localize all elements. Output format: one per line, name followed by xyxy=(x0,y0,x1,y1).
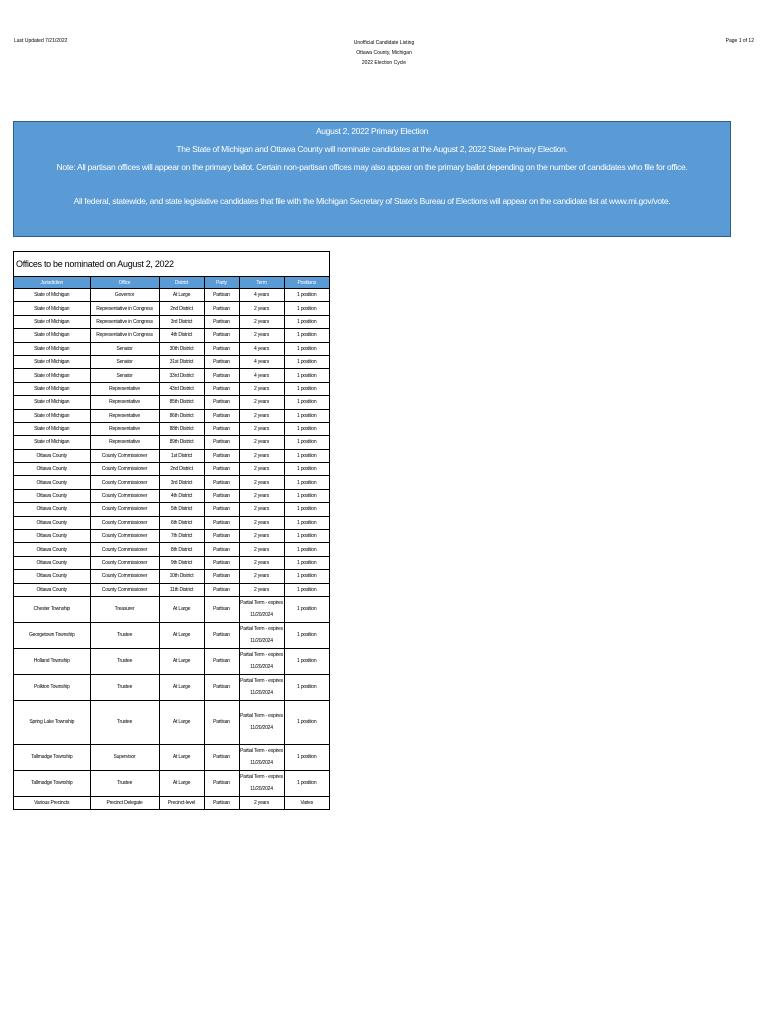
column-header-office: Office xyxy=(90,277,159,289)
table-row xyxy=(14,409,329,422)
cell-party: Partisan xyxy=(204,516,239,529)
cell-office: Senator xyxy=(90,342,159,355)
cell-party: Partisan xyxy=(204,674,239,700)
cell-district: 10th District xyxy=(159,570,204,583)
cell-positions: 1 position xyxy=(284,302,329,315)
table-row xyxy=(14,449,329,462)
table-row xyxy=(14,796,329,809)
cell-jurisdiction: Spring Lake Township xyxy=(14,700,90,744)
cell-term: 2 years xyxy=(239,583,284,596)
table-row xyxy=(14,583,329,596)
cell-district: At Large xyxy=(159,674,204,700)
cell-office: County Commissioner xyxy=(90,570,159,583)
cell-jurisdiction: Ottawa County xyxy=(14,543,90,556)
cell-party: Partisan xyxy=(204,570,239,583)
cell-positions: 1 position xyxy=(284,596,329,622)
cell-positions: 1 position xyxy=(284,503,329,516)
cell-office: Representative xyxy=(90,422,159,435)
cell-positions: 1 position xyxy=(284,355,329,368)
cell-jurisdiction: State of Michigan xyxy=(14,436,90,449)
cell-party: Partisan xyxy=(204,503,239,516)
cell-party: Partisan xyxy=(204,700,239,744)
cell-jurisdiction: State of Michigan xyxy=(14,329,90,342)
cell-office: County Commissioner xyxy=(90,583,159,596)
offices-table-panel xyxy=(13,251,330,810)
cell-party: Partisan xyxy=(204,422,239,435)
cell-term: 2 years xyxy=(239,556,284,569)
cell-positions: 1 position xyxy=(284,744,329,770)
cell-positions: 1 position xyxy=(284,543,329,556)
cell-party: Partisan xyxy=(204,436,239,449)
cell-office: Representative in Congress xyxy=(90,315,159,328)
cell-positions: 1 position xyxy=(284,436,329,449)
cell-jurisdiction: Ottawa County xyxy=(14,516,90,529)
cell-jurisdiction: Ottawa County xyxy=(14,449,90,462)
cell-party: Partisan xyxy=(204,530,239,543)
last-updated: Last Updated 7/21/2022 xyxy=(14,38,68,44)
table-row xyxy=(14,648,329,674)
cell-positions: Varies xyxy=(284,796,329,809)
cell-district: 85th District xyxy=(159,396,204,409)
cell-district: 2nd District xyxy=(159,302,204,315)
cell-office: County Commissioner xyxy=(90,543,159,556)
cell-district: 43rd District xyxy=(159,382,204,395)
cell-party: Partisan xyxy=(204,302,239,315)
cell-party: Partisan xyxy=(204,329,239,342)
cell-positions: 1 position xyxy=(284,409,329,422)
cell-jurisdiction: Polkton Township xyxy=(14,674,90,700)
cell-term: 4 years xyxy=(239,369,284,382)
cell-term: 2 years xyxy=(239,543,284,556)
cell-party: Partisan xyxy=(204,409,239,422)
cell-positions: 1 position xyxy=(284,489,329,502)
cell-jurisdiction: Ottawa County xyxy=(14,463,90,476)
cell-party: Partisan xyxy=(204,315,239,328)
cell-jurisdiction: State of Michigan xyxy=(14,369,90,382)
table-row xyxy=(14,289,329,302)
cell-party: Partisan xyxy=(204,382,239,395)
column-header-district: District xyxy=(159,277,204,289)
cell-office: Representative xyxy=(90,396,159,409)
column-header-positions: Positions xyxy=(284,277,329,289)
table-body xyxy=(14,289,329,810)
cell-term: Partial Term - expires 11/20/2024 xyxy=(239,622,284,648)
cell-positions: 1 position xyxy=(284,648,329,674)
cell-office: Supervisor xyxy=(90,744,159,770)
cell-term: 2 years xyxy=(239,396,284,409)
cell-party: Partisan xyxy=(204,583,239,596)
header-county: Ottawa County, Michigan xyxy=(356,50,412,56)
cell-district: 86th District xyxy=(159,409,204,422)
cell-term: 2 years xyxy=(239,516,284,529)
cell-district: 30th District xyxy=(159,342,204,355)
cell-party: Partisan xyxy=(204,342,239,355)
cell-jurisdiction: Tallmadge Township xyxy=(14,744,90,770)
cell-party: Partisan xyxy=(204,744,239,770)
cell-jurisdiction: Ottawa County xyxy=(14,530,90,543)
table-row xyxy=(14,700,329,744)
cell-district: 7th District xyxy=(159,530,204,543)
cell-jurisdiction: Ottawa County xyxy=(14,556,90,569)
banner-intro: The State of Michigan and Ottawa County will nominate candidates at the August 2, 2022 State Primary Election. xyxy=(176,144,568,154)
table-row xyxy=(14,622,329,648)
cell-jurisdiction: Georgetown Township xyxy=(14,622,90,648)
cell-term: 2 years xyxy=(239,422,284,435)
table-row xyxy=(14,543,329,556)
table-row xyxy=(14,342,329,355)
cell-term: Partial Term - expires 11/20/2024 xyxy=(239,596,284,622)
cell-district: 8th District xyxy=(159,543,204,556)
cell-jurisdiction: State of Michigan xyxy=(14,382,90,395)
cell-jurisdiction: State of Michigan xyxy=(14,289,90,302)
cell-district: 11th District xyxy=(159,583,204,596)
cell-office: County Commissioner xyxy=(90,516,159,529)
table-row xyxy=(14,463,329,476)
table-row xyxy=(14,382,329,395)
cell-party: Partisan xyxy=(204,489,239,502)
cell-term: 2 years xyxy=(239,503,284,516)
cell-jurisdiction: State of Michigan xyxy=(14,302,90,315)
document-header xyxy=(284,38,484,68)
cell-term: 4 years xyxy=(239,355,284,368)
cell-office: Trustee xyxy=(90,700,159,744)
cell-office: Precinct Delegate xyxy=(90,796,159,809)
cell-positions: 1 position xyxy=(284,382,329,395)
table-row xyxy=(14,516,329,529)
cell-district: 3rd District xyxy=(159,476,204,489)
cell-positions: 1 position xyxy=(284,396,329,409)
cell-district: At Large xyxy=(159,648,204,674)
cell-district: At Large xyxy=(159,744,204,770)
cell-jurisdiction: State of Michigan xyxy=(14,315,90,328)
cell-district: 33rd District xyxy=(159,369,204,382)
cell-party: Partisan xyxy=(204,396,239,409)
cell-positions: 1 position xyxy=(284,556,329,569)
cell-term: 2 years xyxy=(239,409,284,422)
cell-positions: 1 position xyxy=(284,530,329,543)
table-row xyxy=(14,770,329,796)
header-title: Unofficial Candidate Listing xyxy=(353,40,415,46)
cell-term: 2 years xyxy=(239,449,284,462)
cell-office: Representative xyxy=(90,382,159,395)
table-row xyxy=(14,396,329,409)
cell-office: County Commissioner xyxy=(90,489,159,502)
cell-party: Partisan xyxy=(204,463,239,476)
cell-district: 6th District xyxy=(159,516,204,529)
cell-district: 3rd District xyxy=(159,315,204,328)
cell-office: Trustee xyxy=(90,674,159,700)
cell-term: 4 years xyxy=(239,289,284,302)
cell-term: 2 years xyxy=(239,315,284,328)
table-row xyxy=(14,369,329,382)
cell-jurisdiction: Ottawa County xyxy=(14,570,90,583)
cell-term: Partial Term - expires 11/20/2024 xyxy=(239,744,284,770)
cell-party: Partisan xyxy=(204,556,239,569)
cell-positions: 1 position xyxy=(284,329,329,342)
banner-title: August 2, 2022 Primary Election xyxy=(315,126,429,136)
cell-jurisdiction: Tallmadge Township xyxy=(14,770,90,796)
cell-jurisdiction: Ottawa County xyxy=(14,489,90,502)
cell-office: Governor xyxy=(90,289,159,302)
cell-district: 4th District xyxy=(159,489,204,502)
cell-positions: 1 position xyxy=(284,449,329,462)
table-row xyxy=(14,570,329,583)
cell-district: 89th District xyxy=(159,436,204,449)
cell-district: 5th District xyxy=(159,503,204,516)
cell-positions: 1 position xyxy=(284,315,329,328)
cell-positions: 1 position xyxy=(284,422,329,435)
cell-jurisdiction: State of Michigan xyxy=(14,409,90,422)
cell-positions: 1 position xyxy=(284,622,329,648)
cell-office: County Commissioner xyxy=(90,476,159,489)
cell-term: 2 years xyxy=(239,382,284,395)
cell-party: Partisan xyxy=(204,289,239,302)
cell-jurisdiction: State of Michigan xyxy=(14,396,90,409)
table-row xyxy=(14,476,329,489)
table-title: Offices to be nominated on August 2, 2022 xyxy=(14,252,329,277)
cell-term: Partial Term - expires 11/20/2024 xyxy=(239,770,284,796)
cell-jurisdiction: State of Michigan xyxy=(14,355,90,368)
cell-term: Partial Term - expires 11/20/2024 xyxy=(239,674,284,700)
table-row xyxy=(14,436,329,449)
cell-office: Representative in Congress xyxy=(90,302,159,315)
cell-term: 4 years xyxy=(239,342,284,355)
cell-office: County Commissioner xyxy=(90,503,159,516)
cell-term: 2 years xyxy=(239,570,284,583)
cell-positions: 1 position xyxy=(284,369,329,382)
cell-term: 2 years xyxy=(239,476,284,489)
banner-note: Note: All partisan offices will appear on the primary ballot. Certain non-partisan offices may also appear on the primary ballot depending on the number of candidates who file for office. xyxy=(56,162,688,172)
page-number: Page 1 of 12 xyxy=(725,38,754,44)
cell-term: Partial Term - expires 11/20/2024 xyxy=(239,648,284,674)
cell-term: 2 years xyxy=(239,436,284,449)
cell-term: 2 years xyxy=(239,329,284,342)
cell-jurisdiction: Chester Township xyxy=(14,596,90,622)
cell-term: Partial Term - expires 11/20/2024 xyxy=(239,700,284,744)
cell-office: Senator xyxy=(90,369,159,382)
header-cycle: 2022 Election Cycle xyxy=(361,60,407,66)
table-row xyxy=(14,302,329,315)
cell-positions: 1 position xyxy=(284,516,329,529)
cell-office: Senator xyxy=(90,355,159,368)
cell-district: 88th District xyxy=(159,422,204,435)
cell-term: 2 years xyxy=(239,463,284,476)
column-header-term: Term xyxy=(239,277,284,289)
cell-district: At Large xyxy=(159,622,204,648)
banner-candidate-list-note: All federal, statewide, and state legislative candidates that file with the Michigan Secretary of State's Bureau of Elections will appear on the candidate list at www.mi.gov/vote. xyxy=(73,196,671,206)
table-row xyxy=(14,503,329,516)
cell-office: County Commissioner xyxy=(90,463,159,476)
cell-office: Representative xyxy=(90,409,159,422)
cell-jurisdiction: Holland Township xyxy=(14,648,90,674)
cell-office: Representative in Congress xyxy=(90,329,159,342)
cell-district: 4th District xyxy=(159,329,204,342)
cell-positions: 1 position xyxy=(284,476,329,489)
cell-positions: 1 position xyxy=(284,342,329,355)
cell-jurisdiction: State of Michigan xyxy=(14,422,90,435)
cell-district: 9th District xyxy=(159,556,204,569)
table-row xyxy=(14,315,329,328)
cell-party: Partisan xyxy=(204,648,239,674)
cell-party: Partisan xyxy=(204,796,239,809)
cell-district: 2nd District xyxy=(159,463,204,476)
cell-jurisdiction: Various Precincts xyxy=(14,796,90,809)
cell-jurisdiction: Ottawa County xyxy=(14,583,90,596)
table-row xyxy=(14,422,329,435)
cell-jurisdiction: State of Michigan xyxy=(14,342,90,355)
table-row xyxy=(14,355,329,368)
cell-party: Partisan xyxy=(204,622,239,648)
cell-office: Trustee xyxy=(90,648,159,674)
cell-jurisdiction: Ottawa County xyxy=(14,476,90,489)
cell-term: 2 years xyxy=(239,796,284,809)
table-header-row xyxy=(14,277,329,289)
cell-positions: 1 position xyxy=(284,674,329,700)
cell-office: Treasurer xyxy=(90,596,159,622)
table-row xyxy=(14,329,329,342)
cell-term: 2 years xyxy=(239,489,284,502)
column-header-jurisdiction: Jurisdiction xyxy=(14,277,90,289)
cell-office: County Commissioner xyxy=(90,449,159,462)
table-row xyxy=(14,744,329,770)
cell-positions: 1 position xyxy=(284,583,329,596)
table-row xyxy=(14,674,329,700)
table-row xyxy=(14,530,329,543)
cell-office: County Commissioner xyxy=(90,530,159,543)
table-row xyxy=(14,596,329,622)
cell-term: 2 years xyxy=(239,302,284,315)
column-header-party: Party xyxy=(204,277,239,289)
table-row xyxy=(14,489,329,502)
offices-table xyxy=(14,277,329,809)
cell-term: 2 years xyxy=(239,530,284,543)
cell-positions: 1 position xyxy=(284,770,329,796)
cell-party: Partisan xyxy=(204,596,239,622)
cell-party: Partisan xyxy=(204,476,239,489)
cell-district: At Large xyxy=(159,596,204,622)
cell-district: At Large xyxy=(159,770,204,796)
cell-office: Representative xyxy=(90,436,159,449)
cell-positions: 1 position xyxy=(284,289,329,302)
cell-district: 1st District xyxy=(159,449,204,462)
cell-positions: 1 position xyxy=(284,463,329,476)
cell-party: Partisan xyxy=(204,543,239,556)
table-row xyxy=(14,556,329,569)
cell-party: Partisan xyxy=(204,369,239,382)
cell-party: Partisan xyxy=(204,449,239,462)
cell-district: At Large xyxy=(159,289,204,302)
cell-positions: 1 position xyxy=(284,570,329,583)
election-banner xyxy=(13,121,731,237)
cell-jurisdiction: Ottawa County xyxy=(14,503,90,516)
cell-office: County Commissioner xyxy=(90,556,159,569)
cell-office: Trustee xyxy=(90,770,159,796)
cell-party: Partisan xyxy=(204,770,239,796)
cell-office: Trustee xyxy=(90,622,159,648)
cell-positions: 1 position xyxy=(284,700,329,744)
cell-district: Precinct-level xyxy=(159,796,204,809)
cell-district: At Large xyxy=(159,700,204,744)
cell-district: 31st District xyxy=(159,355,204,368)
cell-party: Partisan xyxy=(204,355,239,368)
